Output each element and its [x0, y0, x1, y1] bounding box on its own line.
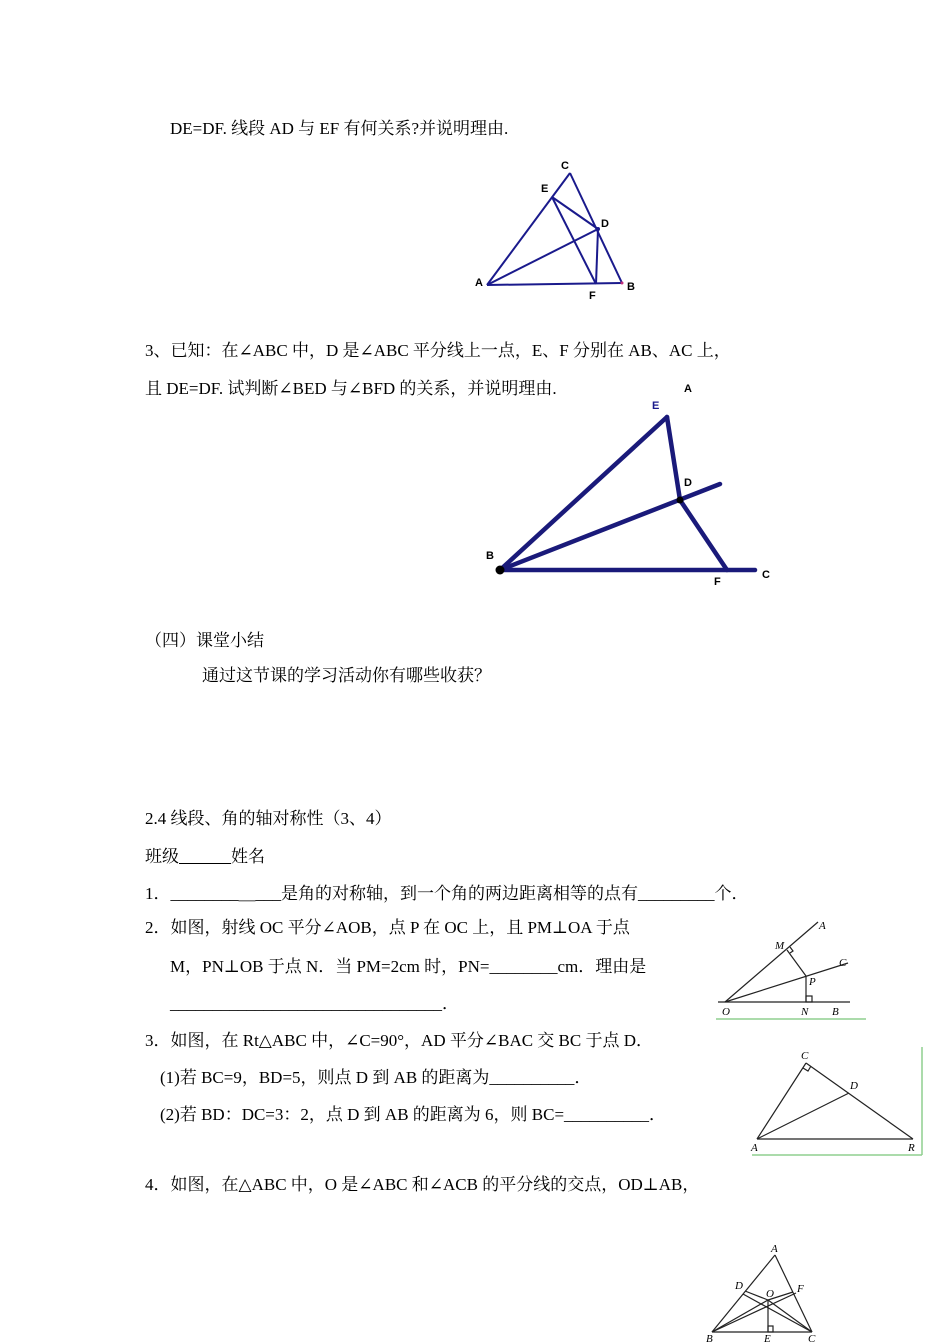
fig4-label-r: R	[908, 1142, 915, 1154]
fig3-label-c: C	[839, 957, 847, 969]
fig3-label-p: P	[809, 976, 816, 988]
problem-3-line-1: 3、已知：在∠ABC 中，D 是∠ABC 平分线上一点，E、F 分别在 AB、AC 上，	[145, 341, 731, 360]
problem-3-line-2: 且 DE=DF. 试判断∠BED 与∠BFD 的关系，并说明理由.	[145, 379, 557, 398]
fig5-label-a: A	[771, 1243, 778, 1255]
question-3-part-1: (1)若 BC=9，BD=5，则点 D 到 AB 的距离为__________．	[160, 1068, 592, 1087]
fig5-label-c: C	[808, 1333, 816, 1344]
question-4-line-1: 4．如图，在△ABC 中，O 是∠ABC 和∠ACB 的平分线的交点，OD⊥AB，	[145, 1175, 700, 1194]
fig2-label-e: E	[652, 400, 660, 412]
fig5-label-f: F	[797, 1283, 804, 1295]
fig3-label-b: B	[832, 1006, 839, 1018]
question-3-part-2: (2)若 BD：DC=3：2，点 D 到 AB 的距离为 6，则 BC=__________．	[160, 1105, 667, 1124]
fig4-label-d: D	[850, 1080, 858, 1092]
summary-question: 通过这节课的学习活动你有哪些收获？	[202, 666, 491, 685]
fig1-label-e: E	[541, 183, 549, 195]
fig1-label-a: A	[475, 277, 483, 289]
name-label: 姓名	[231, 847, 265, 866]
fig2-label-b: B	[486, 550, 494, 562]
angle-bisector-pm-pn-figure	[712, 912, 872, 1022]
incenter-triangle-figure	[700, 1240, 830, 1344]
fig5-label-d: D	[735, 1280, 743, 1292]
fig2-label-d: D	[684, 477, 692, 489]
question-1: 1．________＿___是角的对称轴，到一个角的两边距离相等的点有_________个．	[145, 884, 749, 903]
section-title: 2.4 线段、角的轴对称性（3、4）	[145, 809, 392, 828]
fig4-label-a: A	[751, 1142, 758, 1154]
class-blank[interactable]	[179, 847, 231, 864]
fig3-label-a: A	[819, 920, 826, 932]
fig5-label-b: B	[706, 1333, 713, 1344]
fig5-label-o: O	[766, 1288, 774, 1300]
fig2-label-c: C	[762, 569, 770, 581]
class-name-line	[145, 847, 265, 867]
fig3-label-m: M	[775, 940, 785, 952]
triangle-figure-1	[470, 155, 650, 305]
fig1-label-b: B	[627, 281, 635, 293]
question-2-line-2: M，PN⊥OB 于点 N．当 PM=2cm 时，PN=________cm．理由是	[170, 957, 647, 976]
angle-bisector-figure	[480, 378, 780, 590]
fig1-label-f: F	[589, 290, 596, 302]
fig4-label-c: C	[801, 1050, 809, 1062]
fig1-label-c: C	[561, 160, 569, 172]
fig3-label-n: N	[801, 1006, 809, 1018]
fig3-label-o: O	[722, 1006, 730, 1018]
class-label: 班级	[145, 847, 179, 866]
summary-title: （四）课堂小结	[145, 631, 264, 650]
fig2-label-f: F	[714, 576, 721, 588]
question-2-line-1: 2．如图，射线 OC 平分∠AOB，点 P 在 OC 上，且 PM⊥OA 于点	[145, 918, 630, 937]
problem-continuation-text: DE=DF. 线段 AD 与 EF 有何关系?并说明理由.	[170, 119, 509, 138]
question-2-line-3: ________________________________．	[170, 994, 459, 1013]
fig5-label-e: E	[764, 1333, 771, 1344]
right-triangle-figure	[745, 1045, 930, 1160]
question-3-line-1: 3．如图，在 Rt△ABC 中，∠C=90°，AD 平分∠BAC 交 BC 于点 D．	[145, 1031, 654, 1050]
fig2-label-a: A	[684, 383, 692, 395]
fig1-label-d: D	[601, 218, 609, 230]
